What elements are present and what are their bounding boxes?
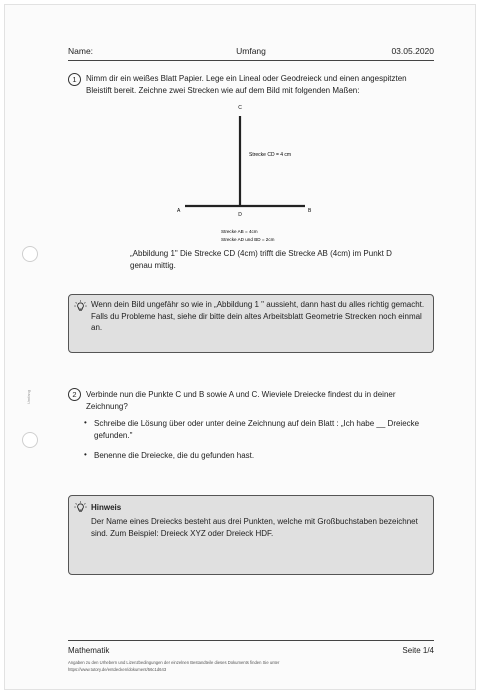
hint-box (68, 495, 434, 575)
geometry-figure (168, 100, 328, 250)
footer-license-note: Angaben zu den Urhebern und Lizenzbedingungen der einzelnen Bestandteile dieses Dokuments finden Sie unter (68, 660, 280, 665)
lightbulb-icon (74, 501, 87, 514)
cd-length-label: Strecke CD = 4 cm (249, 152, 292, 158)
worksheet-title: Umfang (236, 46, 266, 56)
point-b-label: B (308, 208, 312, 214)
point-c-label: C (238, 105, 242, 111)
footer-rule (68, 640, 434, 641)
info-box-text: Wenn dein Bild ungefähr so wie in „Abbildung 1 " aussieht, dann hast du alles richtig gemacht. Falls du Probleme hast, siehe dir bitte dein altes Arbeitsblatt Geometrie Strecken noch einmal an. (91, 300, 425, 332)
lightbulb-icon (74, 300, 87, 313)
figure-caption: „Abbildung 1" Die Strecke CD (4cm) trifft die Strecke AB (4cm) im Punkt D genau mittig. (130, 249, 392, 270)
punch-hole-top (22, 246, 38, 262)
point-d-label: D (238, 212, 242, 218)
task-1-number: 1 (68, 73, 81, 86)
footer-page: Seite 1/4 (402, 646, 434, 655)
ab-measure-label: Strecke AB = 4cm (221, 229, 258, 234)
task-2-bullet-1: Schreibe die Lösung über oder unter deine Zeichnung auf dein Blatt : „Ich habe __ Dreiecke gefunden." (94, 419, 420, 440)
point-a-label: A (177, 208, 181, 214)
bullet-dot: • (84, 450, 87, 459)
hint-title: Hinweis (91, 503, 122, 512)
task-2-text: Verbinde nun die Punkte C und B sowie A und C. Wieviele Dreiecke findest du in deiner Zeichnung? (86, 390, 396, 411)
footer-license-link[interactable]: https://www.tutory.de/entdecken/dokument/56c1d643 (68, 667, 167, 672)
info-box (68, 294, 434, 353)
header-rule (68, 60, 434, 61)
footer-subject: Mathematik (68, 646, 110, 655)
ad-bd-measure-label: Strecke AD und BD = 2cm (221, 237, 275, 242)
task-1-text: Nimm dir ein weißes Blatt Papier. Lege ein Lineal oder Geodreieck und einen angespitzten Bleistift bereit. Zeichne zwei Strecken wie auf dem Bild mit folgenden Maßen: (86, 74, 407, 95)
worksheet-date: 03.05.2020 (391, 46, 434, 56)
hint-text: Der Name eines Dreiecks besteht aus drei Punkten, welche mit Großbuchstaben bezeichnet sind. Zum Beispiel: Dreieck XYZ oder Dreieck HDF. (91, 517, 418, 538)
side-label: Umfang (26, 389, 31, 404)
bullet-dot: • (84, 418, 87, 427)
name-label: Name: (68, 46, 94, 56)
task-2-bullet-2: Benenne die Dreiecke, die du gefunden hast. (94, 451, 255, 460)
punch-hole-bottom (22, 432, 38, 448)
task-2-number: 2 (68, 388, 81, 401)
